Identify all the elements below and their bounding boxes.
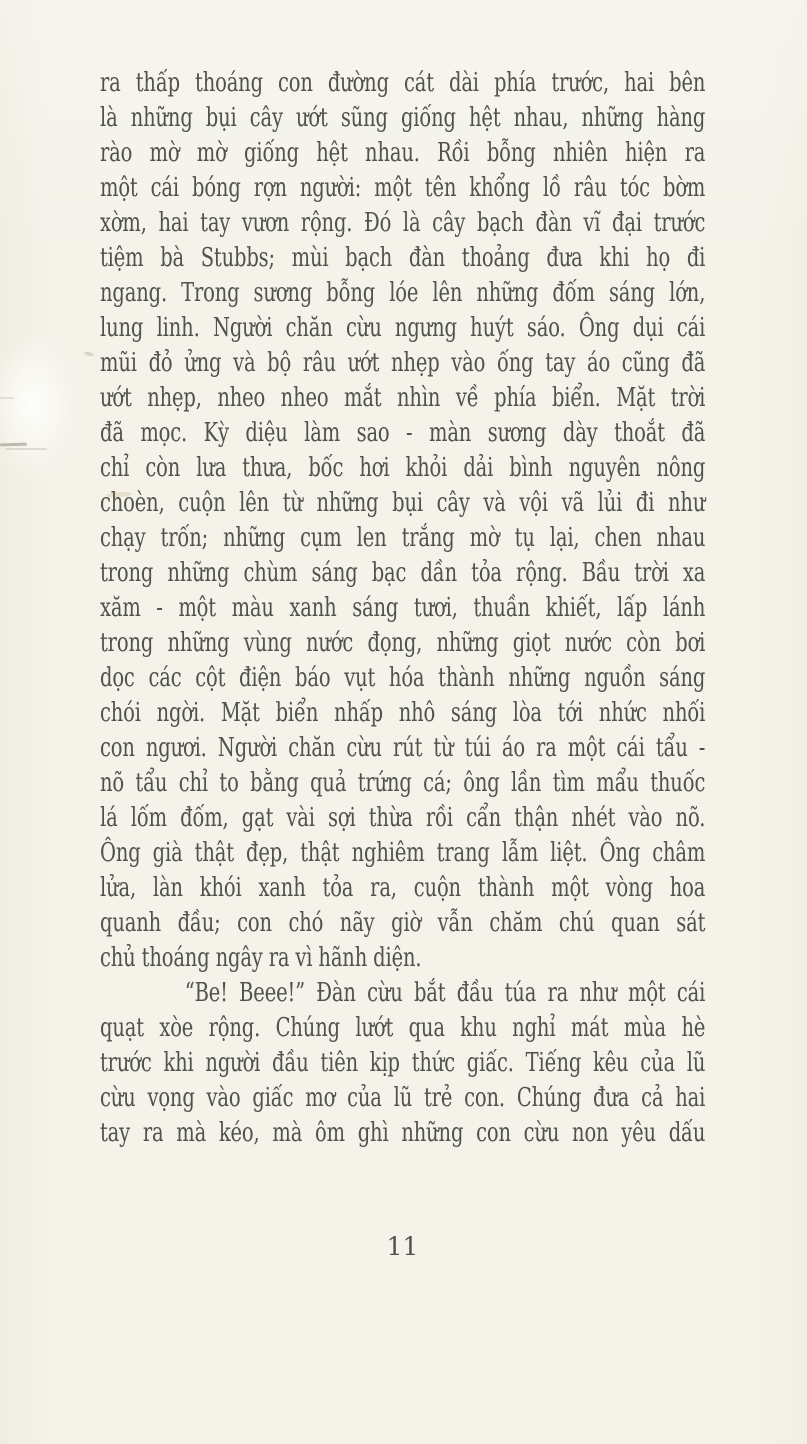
text-line: chủ thoáng ngây ra vì hãnh diện.	[100, 943, 422, 973]
scan-artifact-dash	[0, 397, 14, 399]
text-line: chói ngời. Mặt biển nhấp nhô sáng lòa tới nhức nhối	[100, 698, 706, 728]
page-number: 11	[386, 1232, 419, 1261]
text-line: tiệm bà Stubbs; mùi bạch đàn thoảng đưa khi họ đi	[100, 243, 706, 273]
text-line: tay ra mà kéo, mà ôm ghì những con cừu non yêu dấu	[100, 1118, 706, 1148]
text-line: rào mờ mờ giống hệt nhau. Rồi bỗng nhiên hiện ra	[100, 138, 706, 168]
text-line: một cái bóng rợn người: một tên khổng lồ râu tóc bờm	[100, 173, 706, 203]
text-line: trong những chùm sáng bạc dần tỏa rộng. Bầu trời xa	[100, 558, 706, 588]
text-line: lá lốm đốm, gạt vài sợi thừa rồi cẩn thận nhét vào nõ.	[100, 803, 706, 833]
text-line: ra thấp thoáng con đường cát dài phía trước, hai bên	[100, 68, 706, 98]
text-line: con ngươi. Người chăn cừu rút từ túi áo ra một cái tẩu -	[100, 733, 706, 763]
text-line: Ông già thật đẹp, thật nghiêm trang lẫm liệt. Ông châm	[100, 838, 706, 868]
scan-artifact-dash	[5, 448, 47, 450]
text-line: dọc các cột điện báo vụt hóa thành những nguồn sáng	[100, 663, 706, 693]
text-line: quanh đầu; con chó nãy giờ vẫn chăm chú quan sát	[100, 908, 706, 938]
text-line: xăm - một màu xanh sáng tươi, thuần khiết, lấp lánh	[100, 593, 706, 623]
text-line: mũi đỏ ửng và bộ râu ướt nhẹp vào ống tay áo cũng đã	[100, 348, 706, 378]
text-line: “Be! Beee!” Đàn cừu bắt đầu túa ra như một cái	[184, 978, 706, 1008]
text-line: nõ tẩu chỉ to bằng quả trứng cá; ông lần tìm mẩu thuốc	[100, 768, 706, 798]
body-text	[100, 66, 705, 1151]
text-line: lung linh. Người chăn cừu ngưng huýt sáo. Ông dụi cái	[100, 313, 706, 343]
scan-smudge	[0, 330, 78, 480]
text-line: là những bụi cây ướt sũng giống hệt nhau, những hàng	[100, 103, 706, 133]
text-line: cừu vọng vào giấc mơ của lũ trẻ con. Chúng đưa cả hai	[100, 1083, 706, 1113]
text-line: ướt nhẹp, nheo nheo mắt nhìn về phía biển. Mặt trời	[100, 383, 706, 413]
text-line: trong những vùng nước đọng, những giọt nước còn bơi	[100, 628, 706, 658]
text-line: trước khi người đầu tiên kịp thức giấc. Tiếng kêu của lũ	[100, 1048, 706, 1078]
text-line: xờm, hai tay vươn rộng. Đó là cây bạch đàn vĩ đại trước	[100, 208, 706, 238]
text-line: đã mọc. Kỳ diệu làm sao - màn sương dày thoắt đã	[100, 418, 706, 448]
text-line: quạt xòe rộng. Chúng lướt qua khu nghỉ mát mùa hè	[100, 1013, 706, 1043]
text-line: chỉ còn lưa thưa, bốc hơi khỏi dải bình nguyên nông	[100, 453, 706, 483]
text-line: choèn, cuộn lên từ những bụi cây và vội vã lủi đi như	[100, 488, 706, 518]
text-line: chạy trốn; những cụm len trắng mờ tụ lại, chen nhau	[100, 523, 706, 553]
scan-artifact-dash	[0, 443, 27, 447]
text-line: lửa, làn khói xanh tỏa ra, cuộn thành một vòng hoa	[100, 873, 706, 903]
text-line: ngang. Trong sương bỗng lóe lên những đốm sáng lớn,	[100, 278, 706, 308]
scan-artifact-speck	[84, 351, 95, 357]
